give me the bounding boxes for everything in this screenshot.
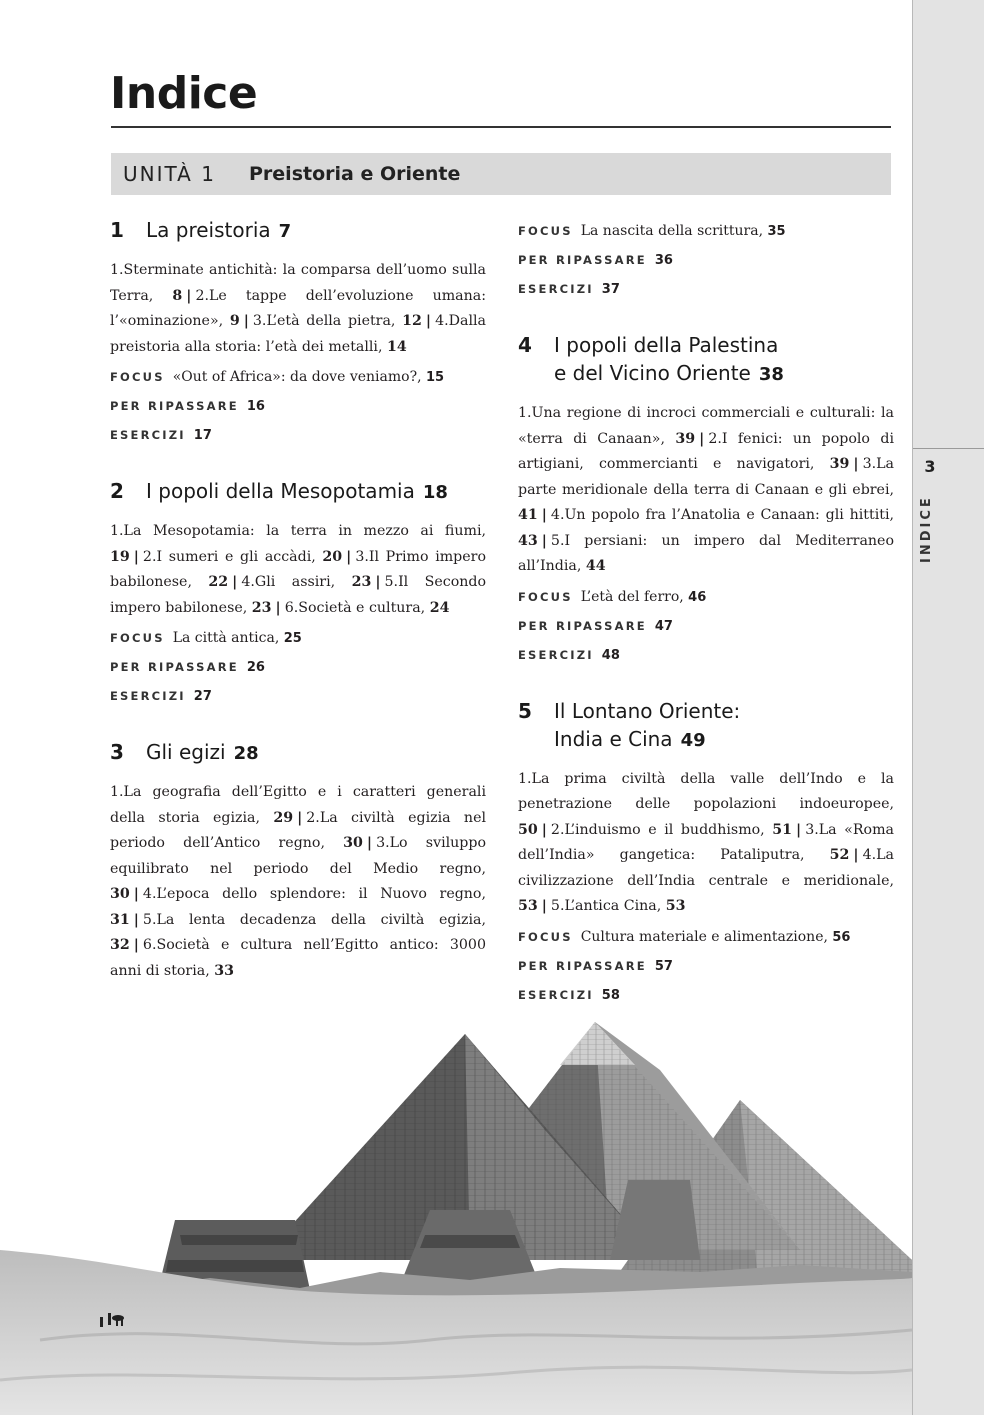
- item-separator: |: [541, 507, 547, 523]
- item-text: I fenici: un popolo di artigiani, commercianti e navigatori,: [518, 430, 895, 472]
- unit-header: [111, 153, 891, 195]
- chapter-number: 2: [110, 479, 124, 503]
- item-page: 39: [675, 430, 696, 447]
- ripassare-label: PER RIPASSARE: [518, 958, 647, 973]
- item-number: 2.: [195, 287, 209, 304]
- item-text: Sterminate antichità: la comparsa dell’uomo sulla Terra,: [110, 262, 486, 304]
- item-number: 3.: [252, 313, 267, 329]
- chapter-heading[interactable]: [110, 216, 486, 246]
- side-index-tab: [912, 0, 984, 1415]
- item-separator: |: [366, 835, 373, 851]
- item-separator: |: [541, 898, 547, 914]
- chapter-number: 1: [110, 218, 124, 242]
- item-separator: |: [425, 313, 432, 329]
- chapter-number: 5: [518, 698, 532, 723]
- item-text: La Mesopotamia: la terra in mezzo ai fiumi,: [123, 523, 486, 539]
- item-separator: |: [853, 456, 859, 472]
- chapter-heading[interactable]: [518, 697, 894, 755]
- item-text: La prima civiltà della valle dell’Indo e la penetrazione delle popolazioni indoeuropee,: [518, 770, 894, 812]
- item-separator: |: [346, 548, 352, 565]
- item-separator: |: [796, 821, 802, 838]
- item-number: 5.: [384, 574, 399, 590]
- item-text: La geografia dell’Egitto e i caratteri generali della storia egizia,: [110, 784, 486, 826]
- focus-line[interactable]: [518, 926, 894, 949]
- item-page: 31: [110, 911, 130, 928]
- focus-label: FOCUS: [518, 589, 573, 604]
- item-page: 8: [172, 287, 183, 304]
- focus-text: La nascita della scrittura,: [580, 223, 764, 239]
- item-text: Le tappe dell’evoluzione umana: l’«ominazione»,: [110, 287, 486, 329]
- focus-text: La città antica,: [172, 630, 280, 646]
- item-number: 1.: [110, 262, 124, 278]
- item-text: La parte meridionale della terra di Canaan e gli ebrei,: [518, 456, 894, 498]
- esercizi-label: ESERCIZI: [518, 987, 594, 1002]
- item-page: 32: [110, 937, 130, 953]
- item-separator: |: [541, 532, 547, 549]
- chapter-section: [518, 331, 894, 667]
- chapter-title: Gli egizi: [146, 740, 226, 764]
- esercizi-page: 37: [601, 282, 620, 297]
- chapter-section: [518, 697, 894, 1007]
- item-separator: |: [699, 430, 705, 447]
- chapter-contents: [110, 519, 486, 621]
- item-number: 4.: [862, 847, 877, 863]
- esercizi-line[interactable]: [518, 984, 894, 1007]
- item-text: Società e cultura,: [298, 599, 426, 616]
- chapter-page: 7: [278, 221, 292, 242]
- item-separator: |: [133, 911, 139, 928]
- item-page: 23: [251, 599, 272, 616]
- item-page: 50: [518, 821, 538, 838]
- item-number: 4.: [435, 313, 449, 329]
- item-page: 53: [665, 898, 686, 914]
- chapter-heading[interactable]: [110, 738, 486, 768]
- item-text: Dalla preistoria alla storia: l’età dei metalli,: [110, 313, 486, 355]
- item-page: 30: [110, 886, 130, 902]
- focus-line[interactable]: [518, 220, 894, 243]
- item-page: 29: [273, 809, 294, 826]
- item-separator: |: [853, 847, 859, 863]
- unit-number: UNITÀ 1: [123, 162, 216, 186]
- item-page: 24: [429, 599, 450, 616]
- item-separator: |: [186, 287, 192, 304]
- item-number: 5.: [550, 532, 565, 549]
- side-tab-label: INDICE: [919, 495, 934, 563]
- item-page: 14: [387, 338, 407, 355]
- item-text: La civiltà egizia nel periodo dell’Antico regno,: [110, 809, 486, 851]
- chapter-title: I popoli della Mesopotamia: [146, 479, 415, 503]
- esercizi-line[interactable]: [518, 278, 894, 301]
- focus-page: 46: [688, 589, 707, 605]
- esercizi-page: 17: [193, 428, 212, 443]
- ripassare-label: PER RIPASSARE: [518, 618, 647, 633]
- chapter-page: 28: [233, 743, 259, 764]
- item-separator: |: [133, 548, 139, 565]
- item-number: 4.: [142, 886, 157, 902]
- item-page: 39: [829, 456, 850, 472]
- chapter-contents: [518, 767, 894, 920]
- esercizi-line[interactable]: [110, 685, 486, 708]
- item-number: 2.: [708, 430, 722, 447]
- esercizi-label: ESERCIZI: [518, 282, 594, 296]
- ripassare-page: 16: [246, 399, 265, 414]
- item-text: I persiani: un impero dal Mediterraneo all’India,: [518, 532, 894, 574]
- ripassare-label: PER RIPASSARE: [110, 399, 239, 413]
- item-number: 3.: [355, 548, 369, 565]
- item-separator: |: [232, 574, 238, 590]
- item-number: 6.: [284, 599, 299, 616]
- item-text: La lenta decadenza della civiltà egizia,: [156, 911, 486, 928]
- ripassare-line[interactable]: [518, 249, 894, 272]
- item-text: Il Secondo impero babilonese,: [110, 574, 487, 616]
- chapter-title-line2: e del Vicino Oriente: [554, 361, 751, 385]
- pyramids-photo: [0, 1010, 912, 1415]
- esercizi-label: ESERCIZI: [110, 689, 186, 703]
- chapter-page: 38: [758, 364, 784, 385]
- chapter-page: 18: [422, 482, 448, 503]
- item-page: 52: [829, 847, 850, 863]
- item-separator: |: [297, 809, 303, 826]
- item-text: Lo sviluppo equilibrato nel periodo del Medio regno,: [110, 835, 487, 877]
- chapter-section-continued: [518, 220, 894, 301]
- item-text: Società e cultura nell’Egitto antico: 3000 anni di storia,: [110, 937, 486, 979]
- item-page: 30: [343, 835, 363, 851]
- item-page: 22: [208, 574, 229, 590]
- chapter-section: [110, 738, 486, 984]
- focus-page: 25: [283, 631, 302, 646]
- focus-line[interactable]: [518, 586, 894, 609]
- esercizi-line[interactable]: [518, 644, 894, 667]
- chapter-title-line1: I popoli della Palestina: [554, 333, 779, 357]
- chapter-contents: [518, 401, 894, 580]
- item-page: 9: [229, 313, 240, 329]
- item-number: 1.: [518, 405, 532, 421]
- chapter-contents: [110, 780, 486, 984]
- item-number: 1.: [110, 784, 124, 800]
- ripassare-page: 57: [654, 958, 673, 974]
- ripassare-page: 47: [654, 618, 673, 634]
- chapter-heading[interactable]: [110, 477, 486, 507]
- item-number: 2.: [142, 548, 157, 565]
- item-page: 53: [518, 898, 538, 914]
- item-separator: |: [133, 937, 139, 953]
- ripassare-label: PER RIPASSARE: [110, 660, 239, 674]
- chapter-number: 3: [110, 740, 124, 764]
- item-number: 5.: [142, 911, 157, 928]
- esercizi-page: 48: [601, 647, 620, 663]
- item-number: 3.: [376, 835, 390, 851]
- focus-label: FOCUS: [518, 929, 573, 944]
- item-text: L’induismo e il buddhismo,: [564, 821, 765, 838]
- ripassare-page: 36: [654, 253, 673, 268]
- esercizi-label: ESERCIZI: [518, 647, 594, 662]
- item-number: 3.: [862, 456, 877, 472]
- item-number: 2.: [550, 821, 565, 838]
- item-text: La civilizzazione dell’India centrale e meridionale,: [518, 847, 894, 889]
- item-text: Un popolo fra l’Anatolia e Canaan: gli hittiti,: [564, 507, 894, 523]
- item-text: L’età della pietra,: [266, 313, 396, 329]
- esercizi-page: 27: [193, 689, 212, 704]
- item-number: 2.: [306, 809, 320, 826]
- item-separator: |: [375, 574, 381, 590]
- item-text: La «Roma dell’India» gangetica: Pataliputra,: [518, 821, 894, 863]
- chapter-page: 49: [680, 729, 706, 751]
- item-text: Gli assiri,: [254, 574, 336, 590]
- focus-page: 15: [425, 370, 445, 385]
- item-page: 12: [402, 313, 422, 329]
- item-text: I sumeri e gli accàdi,: [156, 548, 316, 565]
- item-separator: |: [133, 886, 139, 902]
- ripassare-line[interactable]: [110, 656, 486, 679]
- ripassare-line[interactable]: [110, 395, 486, 418]
- focus-label: FOCUS: [518, 224, 573, 238]
- page-number: 3: [924, 457, 936, 476]
- side-tab-divider: [913, 448, 984, 449]
- title-rule: [111, 126, 891, 128]
- item-separator: |: [275, 599, 281, 616]
- chapter-section: [110, 477, 486, 708]
- item-page: 20: [322, 548, 343, 565]
- item-page: 51: [772, 821, 793, 838]
- item-page: 41: [518, 507, 538, 523]
- item-number: 3.: [805, 821, 819, 838]
- unit-title: Preistoria e Oriente: [249, 163, 461, 185]
- item-number: 4.: [550, 507, 565, 523]
- focus-text: Cultura materiale e alimentazione,: [580, 928, 828, 945]
- toc-column-left: [110, 216, 486, 1014]
- item-text: L’antica Cina,: [564, 898, 662, 914]
- ripassare-line[interactable]: [518, 615, 894, 638]
- item-number: 1.: [110, 523, 124, 539]
- item-number: 1.: [518, 770, 532, 787]
- item-page: 23: [351, 574, 372, 590]
- focus-label: FOCUS: [110, 631, 165, 645]
- toc-column-right: [518, 220, 894, 1037]
- chapter-number: 4: [518, 333, 532, 357]
- item-page: 44: [585, 558, 606, 574]
- item-number: 5.: [550, 898, 565, 914]
- item-number: 4.: [241, 574, 255, 590]
- focus-text: «Out of Africa»: da dove veniamo?,: [172, 369, 422, 385]
- chapter-contents: [110, 258, 486, 360]
- focus-page: 56: [832, 929, 851, 945]
- item-number: 6.: [142, 937, 157, 953]
- esercizi-label: ESERCIZI: [110, 428, 186, 442]
- item-separator: |: [243, 313, 249, 329]
- focus-label: FOCUS: [110, 370, 165, 384]
- item-page: 19: [110, 548, 130, 565]
- focus-page: 35: [767, 224, 786, 239]
- esercizi-page: 58: [601, 987, 620, 1003]
- ripassare-page: 26: [246, 660, 265, 675]
- item-text: Il Primo impero babilonese,: [110, 548, 486, 590]
- chapter-heading[interactable]: [518, 331, 894, 389]
- chapter-title-line2: India e Cina: [554, 726, 673, 751]
- chapter-title: La preistoria: [146, 218, 271, 242]
- focus-text: L’età del ferro,: [580, 588, 684, 605]
- chapter-section: [110, 216, 486, 447]
- focus-line[interactable]: [110, 627, 486, 650]
- chapter-title-line1: Il Lontano Oriente:: [554, 698, 741, 723]
- ripassare-label: PER RIPASSARE: [518, 253, 647, 267]
- item-page: 43: [518, 532, 538, 549]
- ripassare-line[interactable]: [518, 955, 894, 978]
- page-title: Indice: [110, 68, 258, 119]
- item-page: 33: [214, 962, 234, 979]
- item-separator: |: [541, 821, 547, 838]
- focus-line[interactable]: [110, 366, 486, 389]
- item-text: Una regione di incroci commerciali e culturali: la «terra di Canaan»,: [518, 405, 894, 447]
- item-text: L’epoca dello splendore: il Nuovo regno,: [156, 886, 486, 902]
- esercizi-line[interactable]: [110, 424, 486, 447]
